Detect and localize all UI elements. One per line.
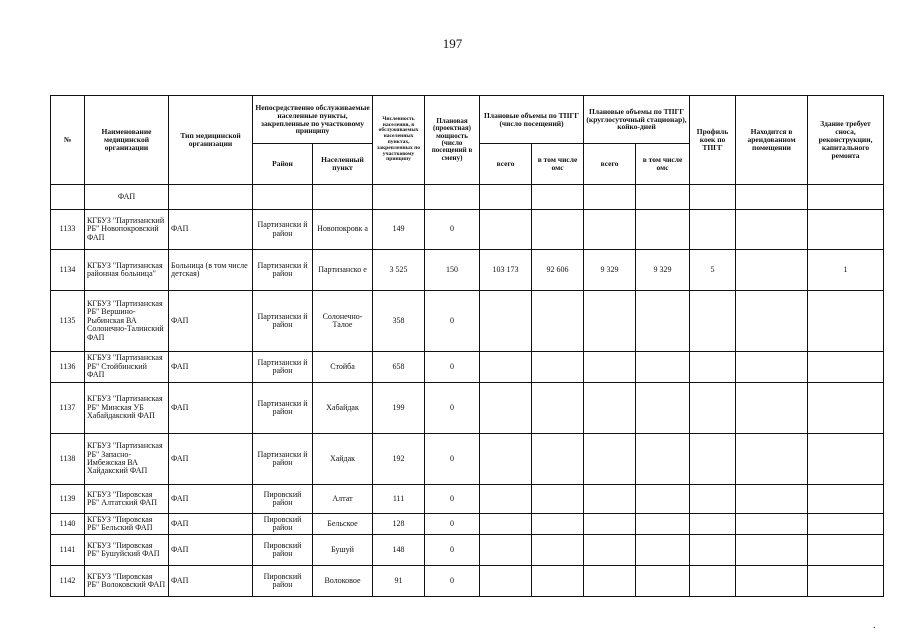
header-beddays: Плановые объемы по ТПГГ (круглосуточный стационар), койко-дней	[584, 96, 690, 144]
cell-repair	[808, 566, 884, 597]
cell-visits-oms	[532, 566, 584, 597]
cell-beddays-oms: 9 329	[636, 250, 690, 291]
cell-name: КГБУЗ "Партизанский РБ" Новопокровский ФАП	[85, 210, 169, 250]
cell-capacity: 0	[425, 434, 480, 485]
cell-beddays-total	[584, 210, 636, 250]
cell-visits-total	[480, 210, 532, 250]
cell-district: Партизански й район	[253, 352, 313, 383]
cell-rented	[736, 535, 808, 566]
cell-name: КГБУЗ "Партизанская РБ" Минская УБ Хабайдакский ФАП	[85, 383, 169, 434]
cell-beds	[690, 514, 736, 535]
cell-district: Партизански й район	[253, 291, 313, 352]
cell-rented	[736, 434, 808, 485]
cell-repair	[808, 210, 884, 250]
cell-visits-total	[480, 291, 532, 352]
cell-rented	[736, 210, 808, 250]
header-visits-total: всего	[480, 144, 532, 185]
cell-beddays-oms	[636, 485, 690, 514]
cell-type: ФАП	[169, 535, 253, 566]
cell-repair	[808, 352, 884, 383]
cell-name: КГБУЗ "Пировская РБ" Алтатский ФАП	[85, 485, 169, 514]
cell-num: 1138	[51, 434, 85, 485]
cell-visits-oms	[532, 383, 584, 434]
cell-visits-oms	[532, 514, 584, 535]
cell-visits-oms	[532, 434, 584, 485]
cell-beddays-oms	[636, 291, 690, 352]
cell-settlement: Волоковое	[313, 566, 373, 597]
cell-beddays-total	[584, 535, 636, 566]
header-served: Непосредственно обслуживаемые населенные пункты, закрепленные по участковому принципу	[253, 96, 373, 144]
cell-beddays-oms	[636, 434, 690, 485]
cell-beds	[690, 291, 736, 352]
cell-rented	[736, 383, 808, 434]
cell-rented	[736, 291, 808, 352]
cell-visits-oms	[532, 291, 584, 352]
cell-visits-total	[480, 535, 532, 566]
cell-visits-oms	[532, 535, 584, 566]
cell-beddays-total	[584, 514, 636, 535]
cell-visits-oms	[532, 485, 584, 514]
cell-settlement: Бельское	[313, 514, 373, 535]
cell-num: 1135	[51, 291, 85, 352]
cell-settlement: Партизанско е	[313, 250, 373, 291]
cell-beddays-oms	[636, 535, 690, 566]
header-population: Численность населения, в обслуживаемых населенных пунктах, закрепленных по участковому принципу	[373, 96, 425, 185]
cell-name: КГБУЗ "Пировская РБ" Бушуйский ФАП	[85, 535, 169, 566]
cell-num: 1136	[51, 352, 85, 383]
cell-population: 192	[373, 434, 425, 485]
cell-rented	[736, 514, 808, 535]
cell-settlement: Хайдак	[313, 434, 373, 485]
cell-visits-total	[480, 514, 532, 535]
cell-capacity: 0	[425, 514, 480, 535]
cell-num: 1137	[51, 383, 85, 434]
header-name: Наименование медицинской организации	[85, 96, 169, 185]
cell-beds	[690, 434, 736, 485]
cell-settlement: Солонечно-Талое	[313, 291, 373, 352]
cell-district: Партизански й район	[253, 210, 313, 250]
cell-name: КГБУЗ "Партизанская РБ" Запасно-Имбежская ВА Хайдакский ФАП	[85, 434, 169, 485]
section-row	[51, 185, 884, 210]
cell-visits-total	[480, 352, 532, 383]
cell-settlement: Новопокровк а	[313, 210, 373, 250]
cell-beds	[690, 566, 736, 597]
table-row	[51, 250, 884, 291]
cell-type: Больница (в том числе детская)	[169, 250, 253, 291]
cell-district: Пировский район	[253, 535, 313, 566]
footer-mark: .	[873, 620, 876, 631]
header-num: №	[51, 96, 85, 185]
cell-population: 148	[373, 535, 425, 566]
cell-rented	[736, 352, 808, 383]
cell-repair	[808, 291, 884, 352]
cell-type: ФАП	[169, 210, 253, 250]
section-label: ФАП	[85, 185, 169, 210]
cell-name: КГБУЗ "Партизанская РБ" Стойбинский ФАП	[85, 352, 169, 383]
header-capacity: Плановая (проектная) мощность (число посещений в смену)	[425, 96, 480, 185]
table-row	[51, 514, 884, 535]
cell-type: ФАП	[169, 291, 253, 352]
cell-type: ФАП	[169, 514, 253, 535]
cell-name: КГБУЗ "Партизанская районная больница"	[85, 250, 169, 291]
cell-district: Пировский район	[253, 514, 313, 535]
cell-district: Партизански й район	[253, 434, 313, 485]
cell-repair	[808, 383, 884, 434]
cell-settlement: Бушуй	[313, 535, 373, 566]
cell-beddays-total	[584, 434, 636, 485]
cell-visits-oms	[532, 352, 584, 383]
cell-capacity: 0	[425, 291, 480, 352]
cell-type: ФАП	[169, 434, 253, 485]
cell-population: 658	[373, 352, 425, 383]
cell-district: Партизански й район	[253, 250, 313, 291]
cell-capacity: 0	[425, 210, 480, 250]
cell-visits-total	[480, 485, 532, 514]
cell-num: 1142	[51, 566, 85, 597]
table-row	[51, 434, 884, 485]
header-beddays-total: всего	[584, 144, 636, 185]
cell-beddays-oms	[636, 514, 690, 535]
header-settlement: Населенный пункт	[313, 144, 373, 185]
cell-name: КГБУЗ "Пировская РБ" Волоковский ФАП	[85, 566, 169, 597]
cell-capacity: 0	[425, 352, 480, 383]
cell-capacity: 0	[425, 566, 480, 597]
cell-rented	[736, 485, 808, 514]
header-rented: Находится в арендованном помещении	[736, 96, 808, 185]
cell-capacity: 0	[425, 485, 480, 514]
cell-population: 358	[373, 291, 425, 352]
header-beds: Профиль коек по ТПГГ	[690, 96, 736, 185]
cell-num: 1139	[51, 485, 85, 514]
cell-beddays-total: 9 329	[584, 250, 636, 291]
cell-district: Партизански й район	[253, 383, 313, 434]
cell-repair	[808, 434, 884, 485]
cell-beds	[690, 352, 736, 383]
table-row	[51, 566, 884, 597]
cell-rented	[736, 250, 808, 291]
cell-beddays-oms	[636, 352, 690, 383]
cell-capacity: 150	[425, 250, 480, 291]
cell-beds	[690, 383, 736, 434]
cell-num: 1133	[51, 210, 85, 250]
cell-population: 111	[373, 485, 425, 514]
cell-visits-total	[480, 434, 532, 485]
cell-beds	[690, 485, 736, 514]
cell-capacity: 0	[425, 383, 480, 434]
cell-population: 91	[373, 566, 425, 597]
cell-population: 128	[373, 514, 425, 535]
cell-beddays-total	[584, 291, 636, 352]
cell-beddays-total	[584, 352, 636, 383]
table-row	[51, 535, 884, 566]
cell-type: ФАП	[169, 383, 253, 434]
cell-settlement: Хабайдак	[313, 383, 373, 434]
cell-type: ФАП	[169, 485, 253, 514]
header-beddays-oms: в том числе омс	[636, 144, 690, 185]
cell-beddays-oms	[636, 210, 690, 250]
cell-beds: 5	[690, 250, 736, 291]
page-number: 197	[442, 36, 463, 51]
facilities-table	[50, 95, 884, 597]
cell-rented	[736, 566, 808, 597]
cell-population: 149	[373, 210, 425, 250]
header-type: Тип медицинской организации	[169, 96, 253, 185]
table-row	[51, 210, 884, 250]
cell-repair	[808, 514, 884, 535]
cell-repair	[808, 535, 884, 566]
cell-repair: 1	[808, 250, 884, 291]
table-row	[51, 485, 884, 514]
cell-type: ФАП	[169, 352, 253, 383]
header-row-top	[51, 96, 884, 144]
header-visits: Плановые объемы по ТПГГ (число посещений)	[480, 96, 584, 144]
cell-district: Пировский район	[253, 485, 313, 514]
cell-beddays-oms	[636, 566, 690, 597]
cell-num: 1134	[51, 250, 85, 291]
cell-visits-total	[480, 566, 532, 597]
cell-num: 1140	[51, 514, 85, 535]
cell-beddays-oms	[636, 383, 690, 434]
cell-beds	[690, 210, 736, 250]
cell-settlement: Стойба	[313, 352, 373, 383]
cell-name: КГБУЗ "Партизанская РБ" Вершино-Рыбинская ВА Солонечно-Талинский ФАП	[85, 291, 169, 352]
cell-repair	[808, 485, 884, 514]
header-visits-oms: в том числе омс	[532, 144, 584, 185]
table-row	[51, 291, 884, 352]
cell-capacity: 0	[425, 535, 480, 566]
cell-type: ФАП	[169, 566, 253, 597]
cell-beddays-total	[584, 485, 636, 514]
table-row	[51, 352, 884, 383]
cell-district: Пировский район	[253, 566, 313, 597]
cell-num: 1141	[51, 535, 85, 566]
cell-population: 3 525	[373, 250, 425, 291]
cell-beddays-total	[584, 383, 636, 434]
cell-beddays-total	[584, 566, 636, 597]
cell-settlement: Алтат	[313, 485, 373, 514]
cell-visits-total	[480, 383, 532, 434]
cell-population: 199	[373, 383, 425, 434]
cell-name: КГБУЗ "Пировская РБ" Бельский ФАП	[85, 514, 169, 535]
header-district: Район	[253, 144, 313, 185]
cell-visits-total: 103 173	[480, 250, 532, 291]
header-repair: Здание требует сноса, реконструкции, капитального ремонта	[808, 96, 884, 185]
cell-visits-oms: 92 606	[532, 250, 584, 291]
cell-visits-oms	[532, 210, 584, 250]
table-row	[51, 383, 884, 434]
cell-beds	[690, 535, 736, 566]
